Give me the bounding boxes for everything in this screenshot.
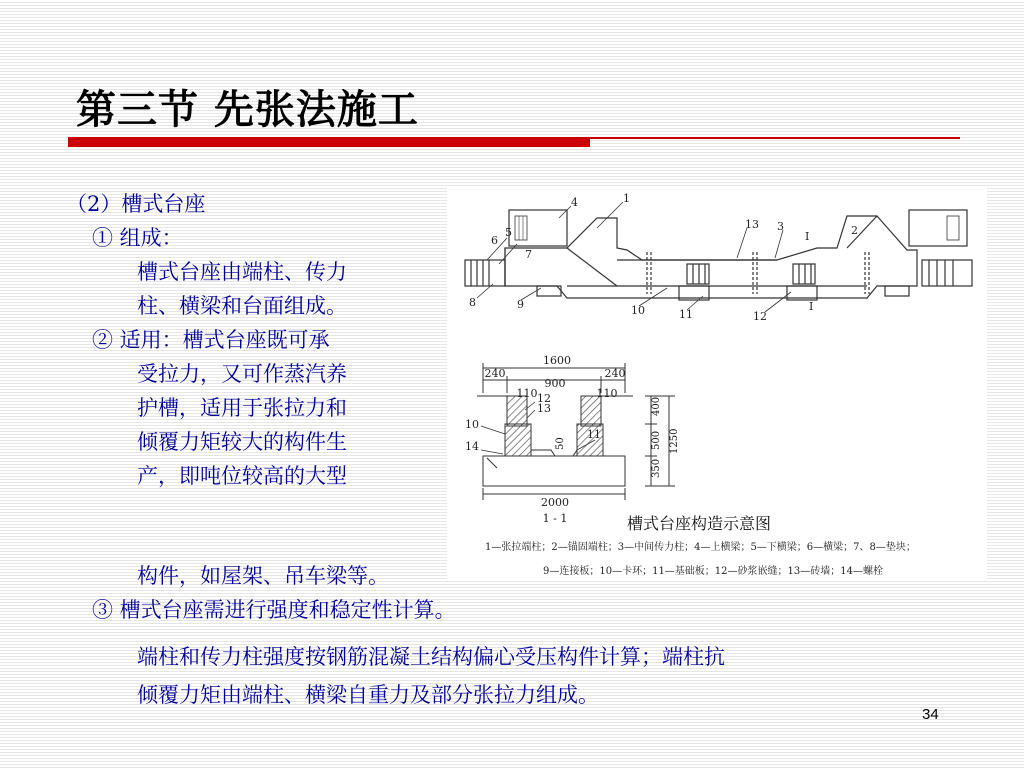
section-label-12: 12 — [537, 392, 551, 405]
dim-900: 900 — [544, 377, 566, 390]
svg-text:10: 10 — [631, 304, 645, 317]
section-label-14: 14 — [465, 440, 479, 453]
svg-text:5: 5 — [505, 226, 512, 239]
item3-line2: 端柱和传力柱强度按钢筋混凝土结构偏心受压构件计算；端柱抗 — [137, 645, 725, 669]
figure-legend-line1: 1—张拉端柱；2—锚固端柱；3—中间传力柱；4—上横梁；5—下横梁；6—横梁；7、8—垫块； — [485, 542, 916, 553]
svg-text:7: 7 — [525, 248, 532, 261]
svg-text:8: 8 — [469, 296, 476, 309]
item2-line5: 产，即吨位较高的大型 — [137, 464, 347, 488]
dim-400: 400 — [651, 396, 662, 416]
dim-110-left: 110 — [516, 387, 538, 400]
svg-text:1: 1 — [623, 192, 630, 205]
item1-line2: 柱、横梁和台面组成。 — [137, 294, 347, 318]
dim-240-left: 240 — [484, 367, 506, 380]
svg-text:4: 4 — [571, 196, 578, 209]
slide-title: 第三节 先张法施工 — [76, 87, 419, 133]
dim-50: 50 — [555, 437, 566, 450]
svg-text:3: 3 — [777, 220, 784, 233]
figure-caption: 槽式台座构造示意图 — [627, 514, 772, 533]
section-label-10: 10 — [465, 418, 479, 431]
section-heading: （2）槽式台座 — [66, 192, 206, 216]
svg-text:9: 9 — [517, 298, 524, 311]
trough-pedestal-diagram — [447, 188, 987, 580]
item2-line6: 构件，如屋架、吊车梁等。 — [137, 564, 389, 588]
title-underline-thick — [68, 137, 590, 147]
dim-1600: 1600 — [543, 354, 571, 367]
svg-text:2: 2 — [851, 224, 858, 237]
svg-text:11: 11 — [679, 308, 693, 321]
page-number: 34 — [922, 706, 939, 723]
item2-line2: 受拉力，又可作蒸汽养 — [137, 362, 347, 386]
item1-line1: 槽式台座由端柱、传力 — [137, 260, 347, 284]
svg-text:6: 6 — [491, 234, 498, 247]
title-underline-thin — [590, 137, 960, 139]
item3-line3: 倾覆力矩由端柱、横梁自重力及部分张拉力组成。 — [137, 683, 599, 707]
dim-1250: 1250 — [669, 428, 680, 454]
svg-text:12: 12 — [753, 310, 767, 323]
item1-label: ① 组成： — [92, 226, 183, 250]
dim-240-right: 240 — [604, 367, 626, 380]
svg-text:13: 13 — [745, 218, 759, 231]
item2-line1: ② 适用：槽式台座既可承 — [92, 328, 330, 352]
dim-500: 500 — [651, 430, 662, 450]
dim-350: 350 — [651, 458, 662, 478]
section-mark-top: I — [805, 230, 810, 243]
dim-110-right: 110 — [596, 387, 618, 400]
dim-2000: 2000 — [541, 496, 569, 509]
item2-line4: 倾覆力矩较大的构件生 — [137, 430, 347, 454]
figure-legend-line2: 9—连接板；10—卡环；11—基础板；12—砂浆嵌缝；13—砖墙；14—螺栓 — [543, 566, 883, 577]
svg-text:I: I — [809, 300, 814, 313]
section-label-11: 11 — [587, 428, 601, 441]
figure-panel — [447, 188, 987, 580]
item3-line1: ③ 槽式台座需进行强度和稳定性计算。 — [92, 598, 456, 622]
section-label: 1 - 1 — [542, 512, 568, 525]
section-label-13: 13 — [537, 402, 551, 415]
item2-line3: 护槽，适用于张拉力和 — [137, 396, 347, 420]
